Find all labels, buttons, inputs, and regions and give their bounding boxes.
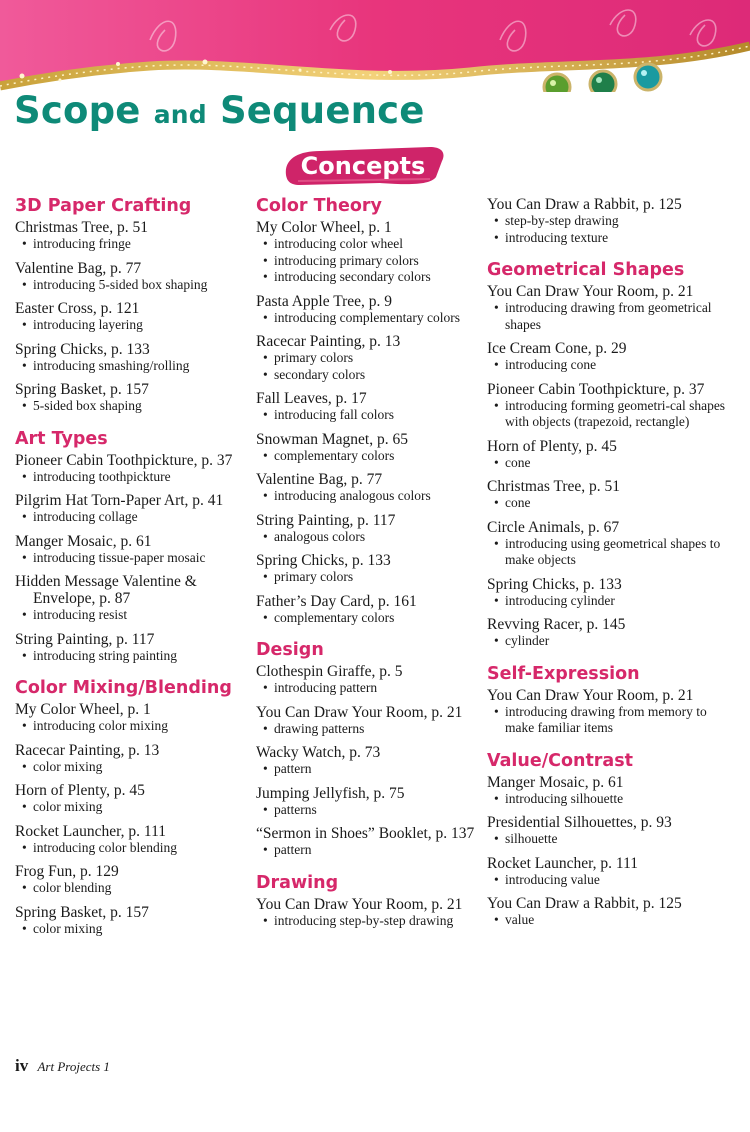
column-1	[15, 196, 247, 944]
concept-bullet	[256, 269, 481, 286]
concept-bullet	[15, 799, 247, 816]
project-title: Pioneer Cabin Toothpickture, p. 37	[487, 380, 705, 398]
concept-bullet	[256, 350, 481, 367]
project-title: Christmas Tree, p. 51	[15, 219, 149, 237]
project-title: Pasta Apple Tree, p. 9	[256, 292, 393, 310]
concept-text: introducing fringe	[33, 236, 131, 252]
project-entry	[15, 782, 247, 816]
project-entry	[487, 340, 727, 374]
project-title: Spring Chicks, p. 133	[256, 552, 391, 570]
project-title: Spring Basket, p. 157	[15, 381, 149, 399]
project-title: Clothespin Giraffe, p. 5	[256, 663, 403, 681]
project-entry	[256, 390, 481, 424]
category-heading: Color Theory	[256, 196, 382, 216]
concept-bullet	[487, 398, 727, 431]
project-title: Valentine Bag, p. 77	[15, 259, 142, 277]
project-entry	[487, 774, 727, 808]
project-entry	[256, 785, 481, 819]
concept-bullet	[487, 300, 727, 333]
concept-bullet	[256, 761, 481, 778]
project-entry	[256, 512, 481, 546]
concept-text: introducing pattern	[274, 680, 378, 696]
project-entry	[256, 744, 481, 778]
concept-text: primary colors	[274, 350, 354, 366]
project-entry	[487, 855, 727, 889]
category-heading: Color Mixing/Blending	[15, 678, 232, 699]
project-entry	[15, 904, 247, 938]
project-title: Spring Basket, p. 157	[15, 903, 149, 921]
project-entry	[15, 701, 247, 735]
project-entry	[15, 341, 247, 375]
concept-bullet	[256, 448, 481, 465]
concept-text: introducing texture	[505, 229, 609, 245]
concept-bullet	[487, 495, 727, 512]
project-title: Manger Mosaic, p. 61	[487, 773, 624, 791]
project-entry	[256, 293, 481, 327]
concept-bullet	[15, 840, 247, 857]
concept-bullet	[15, 759, 247, 776]
project-title: Horn of Plenty, p. 45	[15, 782, 145, 800]
project-title: Spring Chicks, p. 133	[487, 575, 622, 593]
project-entry	[256, 825, 481, 859]
concept-bullet	[487, 230, 727, 247]
project-title: Pilgrim Hat Torn-Paper Art, p. 41	[15, 492, 224, 510]
header-banner	[0, 0, 750, 92]
page-title	[14, 89, 425, 132]
project-entry	[487, 438, 727, 472]
project-entry	[256, 333, 481, 383]
project-title: Presidential Silhouettes, p. 93	[487, 814, 672, 832]
concept-text: introducing silhouette	[505, 790, 624, 806]
project-entry	[487, 478, 727, 512]
green-gem-icon	[544, 74, 570, 92]
concept-text: introducing analogous colors	[274, 488, 431, 504]
project-title: You Can Draw a Rabbit, p. 125	[487, 196, 682, 213]
project-entry	[487, 196, 727, 246]
concept-text: cone	[505, 495, 531, 511]
concept-bullet	[256, 842, 481, 859]
project-title: Wacky Watch, p. 73	[256, 744, 381, 762]
project-entry	[256, 704, 481, 738]
project-title: Circle Animals, p. 67	[487, 518, 620, 536]
project-title: You Can Draw Your Room, p. 21	[487, 283, 694, 301]
project-title: Rocket Launcher, p. 111	[15, 822, 167, 840]
page-footer	[15, 1056, 110, 1076]
concept-text: introducing cylinder	[505, 592, 615, 608]
section-badge-label: Concepts	[300, 152, 426, 180]
project-title: My Color Wheel, p. 1	[15, 701, 151, 719]
concept-text: introducing string painting	[33, 647, 177, 663]
category-heading: Drawing	[256, 872, 339, 893]
project-title: You Can Draw Your Room, p. 21	[256, 703, 463, 721]
project-entry	[15, 863, 247, 897]
project-title: String Painting, p. 117	[15, 630, 155, 648]
concept-text: secondary colors	[274, 366, 366, 382]
concept-text: silhouette	[505, 831, 558, 847]
concept-text: introducing step-by-step drawing	[274, 912, 454, 928]
project-entry	[256, 593, 481, 627]
concept-bullet	[256, 367, 481, 384]
project-title: Racecar Painting, p. 13	[15, 741, 160, 759]
concept-text: primary colors	[274, 569, 354, 585]
concept-bullet	[256, 310, 481, 327]
concept-bullet	[256, 610, 481, 627]
concept-text: introducing value	[505, 871, 600, 887]
concept-text: introducing forming geometri-cal shapes with objects (trapezoid, rectangle)	[505, 397, 726, 430]
concept-text: introducing layering	[33, 317, 143, 333]
concept-bullet	[487, 357, 727, 374]
project-entry	[256, 219, 481, 286]
category-heading: Art Types	[15, 428, 108, 449]
book-title: Art Projects 1	[37, 1059, 110, 1074]
project-title: String Painting, p. 117	[256, 511, 396, 529]
concept-bullet	[256, 236, 481, 253]
concept-text: introducing resist	[33, 607, 128, 623]
project-entry	[15, 381, 247, 415]
concept-bullet	[487, 455, 727, 472]
concept-bullet	[487, 704, 727, 737]
concept-text: introducing using geometrical shapes to make objects	[505, 535, 721, 568]
emerald-gem-icon	[590, 71, 616, 92]
concept-text: introducing color blending	[33, 839, 177, 855]
project-title: Spring Chicks, p. 133	[15, 340, 150, 358]
concept-bullet	[487, 912, 727, 929]
project-entry	[15, 260, 247, 294]
concept-bullet	[256, 253, 481, 270]
concept-bullet	[487, 633, 727, 650]
project-entry	[256, 896, 481, 930]
concept-text: introducing complementary colors	[274, 309, 460, 325]
category-heading: Value/Contrast	[487, 750, 634, 771]
project-entry	[487, 519, 727, 569]
category-heading: Design	[256, 640, 324, 661]
concept-text: introducing tissue-paper mosaic	[33, 549, 206, 565]
project-entry	[487, 687, 727, 737]
concept-bullet	[15, 880, 247, 897]
concept-bullet	[15, 550, 247, 567]
project-title: Frog Fun, p. 129	[15, 863, 119, 881]
concept-text: color mixing	[33, 920, 103, 936]
project-entry	[15, 452, 247, 486]
concept-text: patterns	[274, 801, 317, 817]
concept-bullet	[15, 398, 247, 415]
concept-bullet	[256, 680, 481, 697]
concept-text: drawing patterns	[274, 720, 365, 736]
project-title: Christmas Tree, p. 51	[487, 478, 621, 496]
project-entry	[15, 631, 247, 665]
concept-text: step-by-step drawing	[505, 213, 619, 228]
concept-text: 5-sided box shaping	[33, 398, 142, 414]
concept-text: value	[505, 912, 535, 928]
concept-text: analogous colors	[274, 528, 366, 544]
project-title: Snowman Magnet, p. 65	[256, 430, 408, 448]
project-entry	[256, 663, 481, 697]
concept-text: complementary colors	[274, 447, 395, 463]
concept-bullet	[256, 802, 481, 819]
concept-bullet	[15, 607, 247, 624]
concept-text: color blending	[33, 880, 112, 896]
project-entry	[256, 552, 481, 586]
project-title: Easter Cross, p. 121	[15, 300, 140, 318]
concept-bullet	[487, 872, 727, 889]
project-entry	[256, 431, 481, 465]
project-title: You Can Draw Your Room, p. 21	[256, 895, 463, 913]
project-entry	[15, 300, 247, 334]
concept-bullet	[256, 529, 481, 546]
concept-text: cylinder	[505, 633, 550, 649]
project-entry	[15, 533, 247, 567]
title-word-scope: Scope	[14, 89, 141, 132]
project-entry	[15, 219, 247, 253]
concept-text: introducing collage	[33, 509, 138, 525]
concept-text: introducing 5-sided box shaping	[33, 276, 208, 292]
concept-text: introducing color mixing	[33, 718, 168, 734]
concepts-badge	[280, 145, 446, 187]
project-entry	[15, 573, 247, 624]
category-heading: 3D Paper Crafting	[15, 196, 192, 216]
concept-bullet	[487, 831, 727, 848]
project-entry	[15, 823, 247, 857]
project-entry	[487, 895, 727, 929]
concept-text: color mixing	[33, 758, 103, 774]
banner-graphic	[0, 0, 750, 92]
project-title: Racecar Painting, p. 13	[256, 333, 401, 351]
column-3	[487, 196, 727, 936]
concept-bullet	[487, 213, 727, 230]
concept-bullet	[15, 277, 247, 294]
teal-gem-icon	[635, 64, 661, 90]
concept-bullet	[15, 718, 247, 735]
concept-bullet	[15, 317, 247, 334]
concept-bullet	[256, 488, 481, 505]
project-title: Manger Mosaic, p. 61	[15, 532, 152, 550]
project-title: You Can Draw Your Room, p. 21	[487, 686, 694, 704]
project-title: Father’s Day Card, p. 161	[256, 592, 417, 610]
project-title: Valentine Bag, p. 77	[256, 471, 383, 489]
concept-text: introducing cone	[505, 357, 597, 373]
concept-bullet	[15, 469, 247, 486]
concept-text: complementary colors	[274, 609, 395, 625]
project-entry	[487, 283, 727, 333]
project-title: Fall Leaves, p. 17	[256, 390, 367, 408]
concept-bullet	[15, 236, 247, 253]
concept-text: introducing drawing from memory to make familiar items	[505, 703, 707, 736]
concept-text: introducing drawing from geometrical shapes	[505, 300, 712, 332]
project-title: Pioneer Cabin Toothpickture, p. 37	[15, 451, 233, 469]
concept-bullet	[15, 921, 247, 938]
concept-text: pattern	[274, 761, 312, 777]
column-2	[256, 196, 481, 936]
concept-bullet	[256, 721, 481, 738]
concept-bullet	[256, 407, 481, 424]
project-entry	[487, 616, 727, 650]
concept-bullet	[15, 648, 247, 665]
project-title: You Can Draw a Rabbit, p. 125	[487, 895, 682, 913]
concept-bullet	[15, 358, 247, 375]
concept-bullet	[256, 913, 481, 930]
project-title: Rocket Launcher, p. 111	[487, 854, 639, 872]
title-word-and: and	[153, 100, 207, 129]
concept-text: introducing fall colors	[274, 407, 394, 423]
concept-bullet	[487, 791, 727, 808]
title-word-sequence: Sequence	[219, 89, 425, 132]
project-entry	[256, 471, 481, 505]
project-entry	[487, 814, 727, 848]
project-title: “Sermon in Shoes” Booklet, p. 137	[256, 825, 475, 843]
page-number: iv	[15, 1056, 29, 1075]
concept-text: pattern	[274, 842, 312, 858]
project-title: Horn of Plenty, p. 45	[487, 437, 617, 455]
concept-bullet	[256, 569, 481, 586]
concept-text: cone	[505, 454, 531, 470]
concept-text: introducing secondary colors	[274, 269, 431, 285]
project-title: Jumping Jellyfish, p. 75	[256, 784, 405, 802]
concept-text: introducing smashing/rolling	[33, 357, 190, 373]
project-title: Revving Racer, p. 145	[487, 616, 626, 634]
category-heading: Self-Expression	[487, 663, 640, 684]
concept-text: color mixing	[33, 799, 103, 815]
concept-text: introducing color wheel	[274, 236, 403, 252]
project-entry	[487, 381, 727, 431]
project-title: Hidden Message Valentine & Envelope, p. 87	[15, 573, 197, 608]
project-title: Ice Cream Cone, p. 29	[487, 340, 627, 358]
concept-text: introducing primary colors	[274, 252, 419, 268]
category-heading: Geometrical Shapes	[487, 260, 685, 280]
concept-bullet	[487, 536, 727, 569]
project-entry	[487, 576, 727, 610]
concept-bullet	[487, 593, 727, 610]
concept-bullet	[15, 509, 247, 526]
project-entry	[15, 492, 247, 526]
concept-text: introducing toothpickture	[33, 468, 171, 484]
project-entry	[15, 742, 247, 776]
project-title: My Color Wheel, p. 1	[256, 219, 392, 237]
